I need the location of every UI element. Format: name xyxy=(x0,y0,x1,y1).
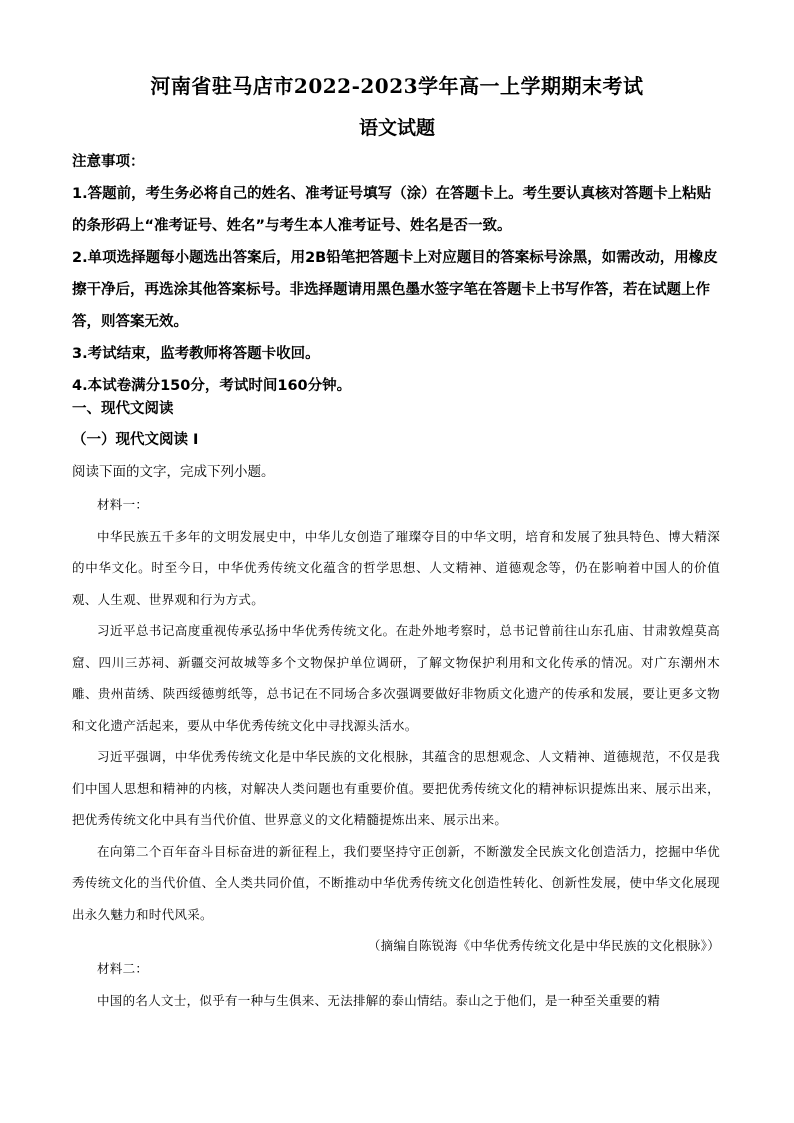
section-heading: 一、现代文阅读 xyxy=(72,401,174,417)
material-one xyxy=(72,489,720,962)
paragraph: 在向第二个百年奋斗目标奋进的新征程上，我们要坚持守正创新，不断激发全民族文化创造活力，挖掘中华优秀传统文化的当代价值、全人类共同价值，不断推动中华优秀传统文化创造性转化、创新性发展，使中华文化展现出永久魅力和时代风采。 xyxy=(72,843,720,922)
notes-heading: 注意事项： xyxy=(72,154,145,170)
material-one-source: （摘编自陈锐海《中华优秀传统文化是中华民族的文化根脉》） xyxy=(367,938,720,953)
paragraph: 中华民族五千多年的文明发展史中，中华儿女创造了璀璨夺目的中华文明，培育和发展了独具特色、博大精深的中华文化。时至今日，中华优秀传统文化蕴含的哲学思想、人文精神、道德观念等，仍在影响着中国人的价值观、人生观、世界观和行为方式。 xyxy=(72,528,720,607)
notes-block xyxy=(72,146,722,402)
paragraph: 中国的名人文士，似乎有一种与生俱来、无法排解的泰山情结。泰山之于他们，是一种至关重要的精 xyxy=(97,992,661,1008)
notes-item: 3.考试结束，监考教师将答题卡收回。 xyxy=(72,346,320,362)
section-subheading: （一）现代文阅读 I xyxy=(72,432,199,448)
document-subtitle: 语文试题 xyxy=(358,117,435,139)
material-two-label: 材料二： xyxy=(97,961,149,976)
notes-item: 1.答题前，考生务必将自己的姓名、准考证号填写（涂）在答题卡上。考生要认真核对答题卡上粘贴的条形码上“准考证号、姓名”与考生本人准考证号、姓名是否一致。 xyxy=(72,186,712,234)
document-title: 河南省驻马店市2022-2023学年高一上学期期末考试 xyxy=(150,74,644,98)
material-one-label: 材料一： xyxy=(97,497,149,512)
material-two xyxy=(72,953,720,1016)
section-instruction: 阅读下面的文字，完成下列小题。 xyxy=(72,464,275,480)
paragraph: 习近平强调，中华优秀传统文化是中华民族的文化根脉，其蕴含的思想观念、人文精神、道德规范，不仅是我们中国人思想和精神的内核，对解决人类问题也有重要价值。要把优秀传统文化的精神标识提炼出来、展示出来，把优秀传统文化中具有当代价值、世界意义的文化精髓提炼出来、展示出来。 xyxy=(72,749,720,827)
notes-item: 4.本试卷满分150分，考试时间160分钟。 xyxy=(72,378,352,394)
paragraph: 习近平总书记高度重视传承弘扬中华优秀传统文化。在赴外地考察时，总书记曾前往山东孔庙、甘肃敦煌莫高窟、四川三苏祠、新疆交河故城等多个文物保护单位调研，了解文物保护利用和文化传承的情况。对广东潮州木雕、贵州苗绣、陕西绥德剪纸等，总书记在不同场合多次强调要做好非物质文化遗产的传承和发展，要让更多文物和文化遗产活起来，要从中华优秀传统文化中寻找源头活水。 xyxy=(72,623,720,733)
notes-item: 2.单项选择题每小题选出答案后，用2B铅笔把答题卡上对应题目的答案标号涂黑，如需改动，用橡皮擦干净后，再选涂其他答案标号。非选择题请用黑色墨水签字笔在答题卡上书写作答，若在试题上作答，则答案无效。 xyxy=(72,250,718,330)
